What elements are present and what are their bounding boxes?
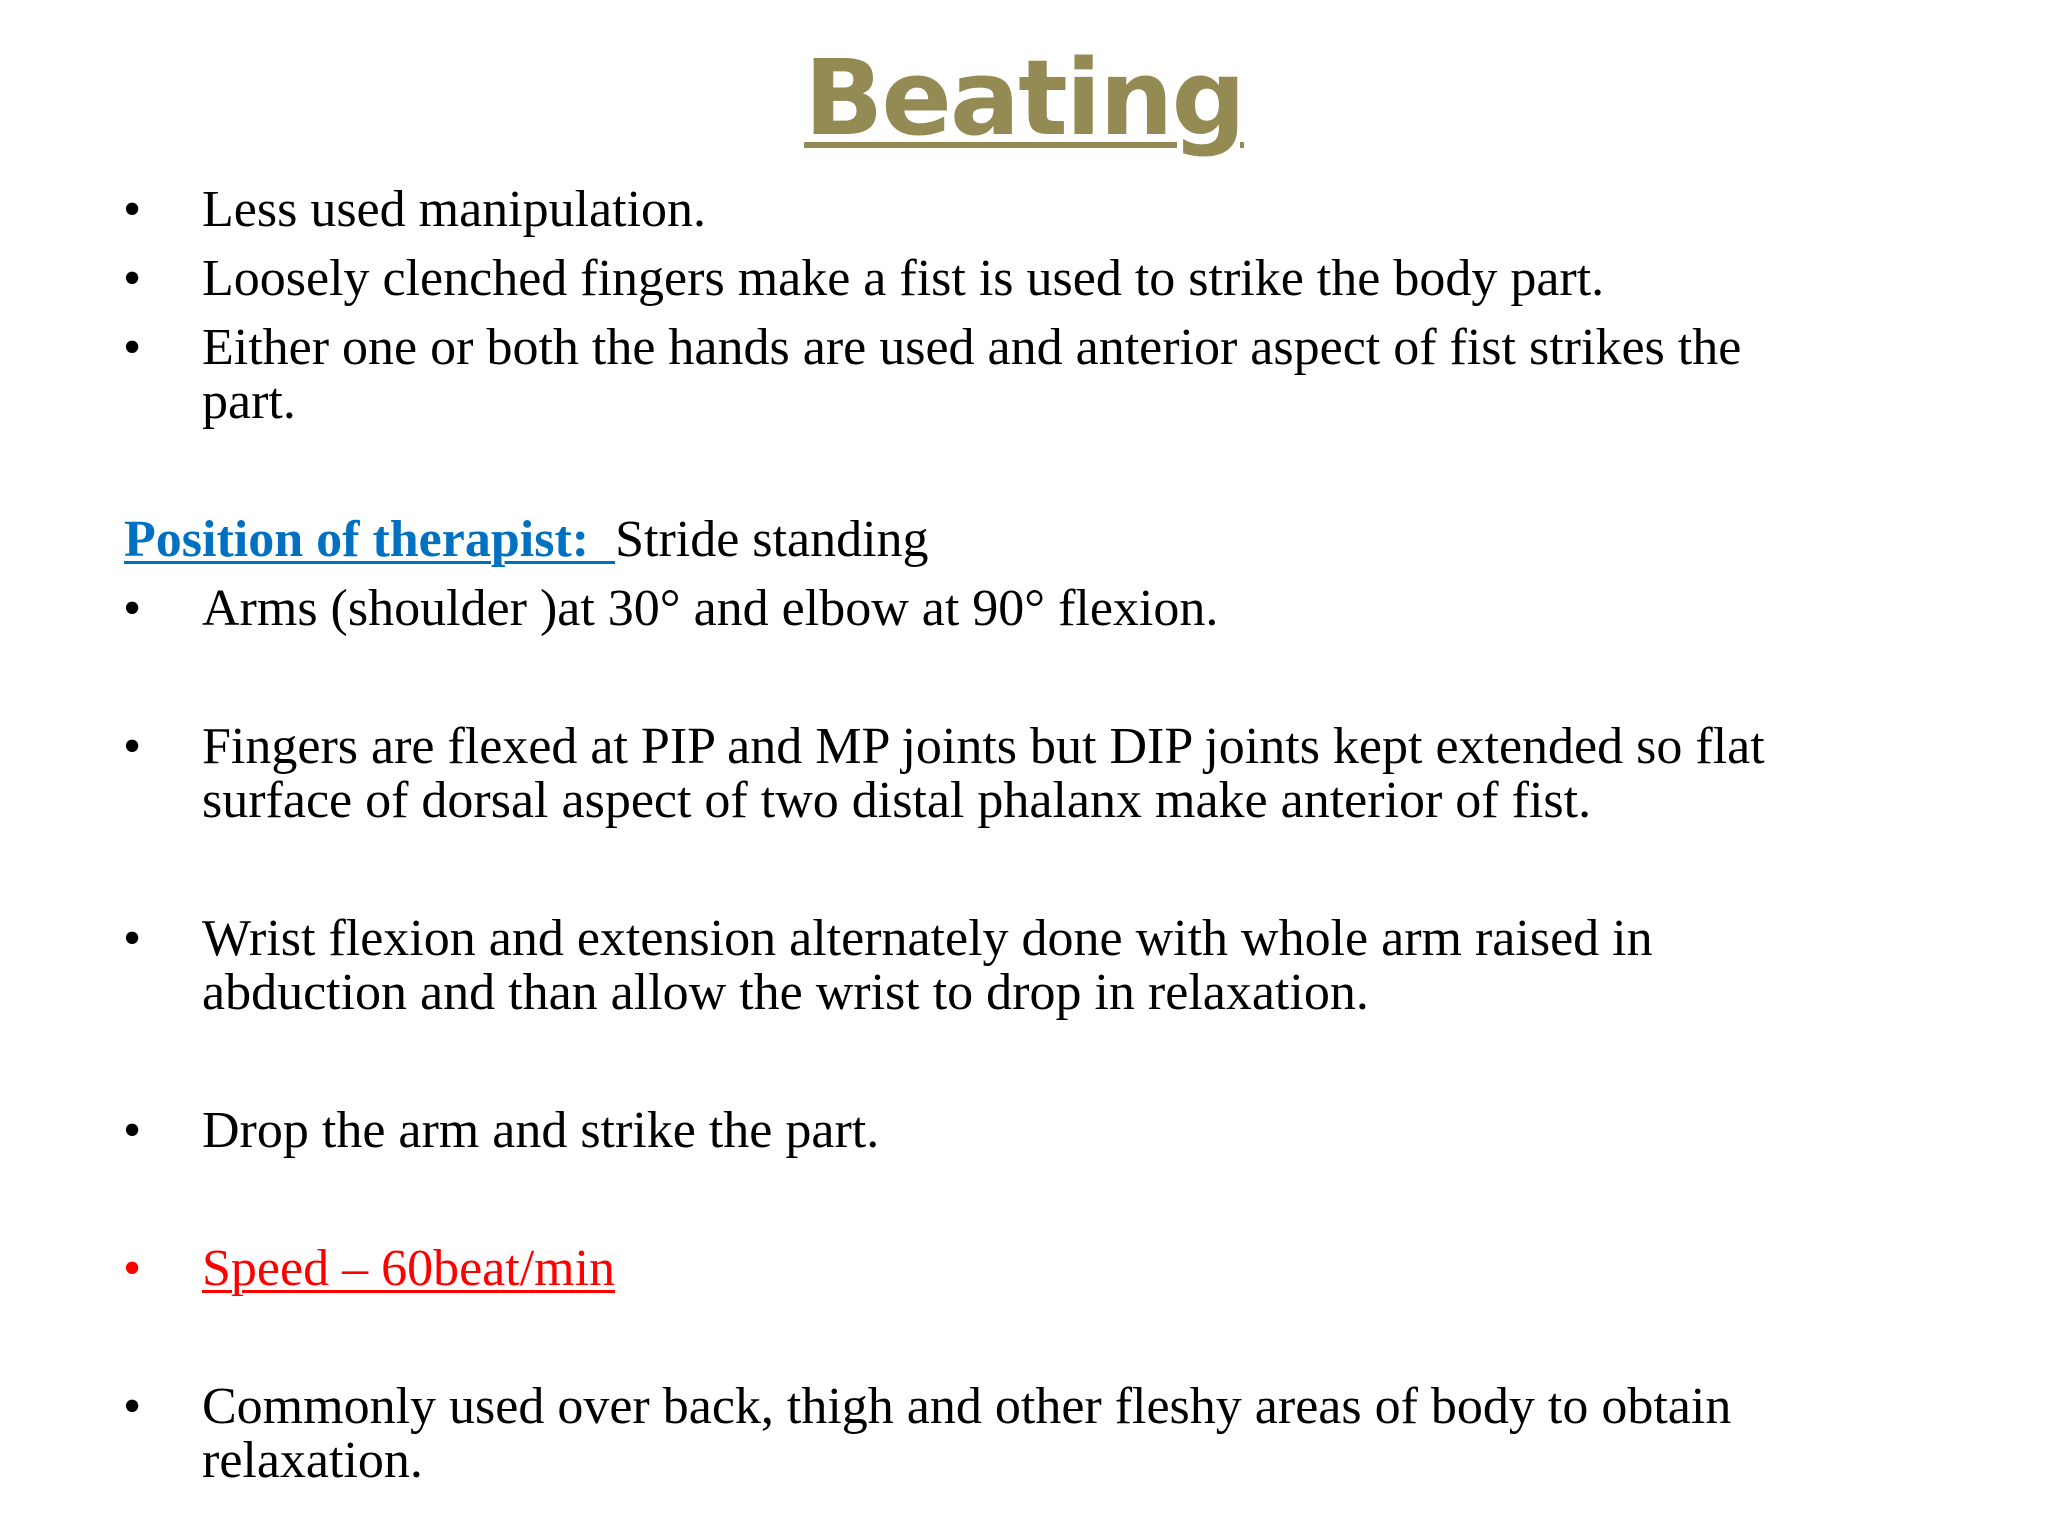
bullet-text: Less used manipulation. bbox=[202, 181, 707, 238]
bullet-text: Arms (shoulder )at 30° and elbow at 90° flexion. bbox=[202, 580, 1219, 637]
bullet-text-continued: part. bbox=[202, 373, 296, 430]
position-of-therapist bbox=[124, 513, 929, 567]
bullet-symbol: • bbox=[123, 250, 142, 307]
bullet-text-continued: surface of dorsal aspect of two distal phalanx make anterior of fist. bbox=[202, 772, 1592, 829]
position-label: Position of therapist: bbox=[124, 511, 616, 568]
speed-highlight-text: Speed – 60beat/min bbox=[202, 1240, 616, 1297]
bullet-text: Wrist flexion and extension alternately done with whole arm raised in bbox=[202, 910, 1653, 967]
bullet-text: Drop the arm and strike the part. bbox=[202, 1102, 880, 1159]
position-value: Stride standing bbox=[615, 511, 929, 568]
bullet-symbol: • bbox=[123, 910, 142, 967]
bullet-text-continued: abduction and than allow the wrist to drop in relaxation. bbox=[202, 964, 1369, 1021]
slide-title: Beating bbox=[804, 37, 1244, 159]
bullet-symbol: • bbox=[123, 1378, 142, 1435]
bullet-symbol: • bbox=[123, 181, 142, 238]
bullet-symbol: • bbox=[123, 319, 142, 376]
bullet-symbol: • bbox=[123, 580, 142, 637]
bullet-symbol: • bbox=[123, 1102, 142, 1159]
bullet-symbol-highlight: • bbox=[123, 1240, 142, 1297]
bullet-text: Either one or both the hands are used and anterior aspect of fist strikes the bbox=[202, 319, 1742, 376]
bullet-text: Commonly used over back, thigh and other fleshy areas of body to obtain bbox=[202, 1378, 1732, 1435]
bullet-text: Fingers are flexed at PIP and MP joints but DIP joints kept extended so flat bbox=[202, 718, 1765, 775]
bullet-text: Loosely clenched fingers make a fist is used to strike the body part. bbox=[202, 250, 1605, 307]
bullet-symbol: • bbox=[123, 718, 142, 775]
bullet-text-continued: relaxation. bbox=[202, 1432, 423, 1489]
